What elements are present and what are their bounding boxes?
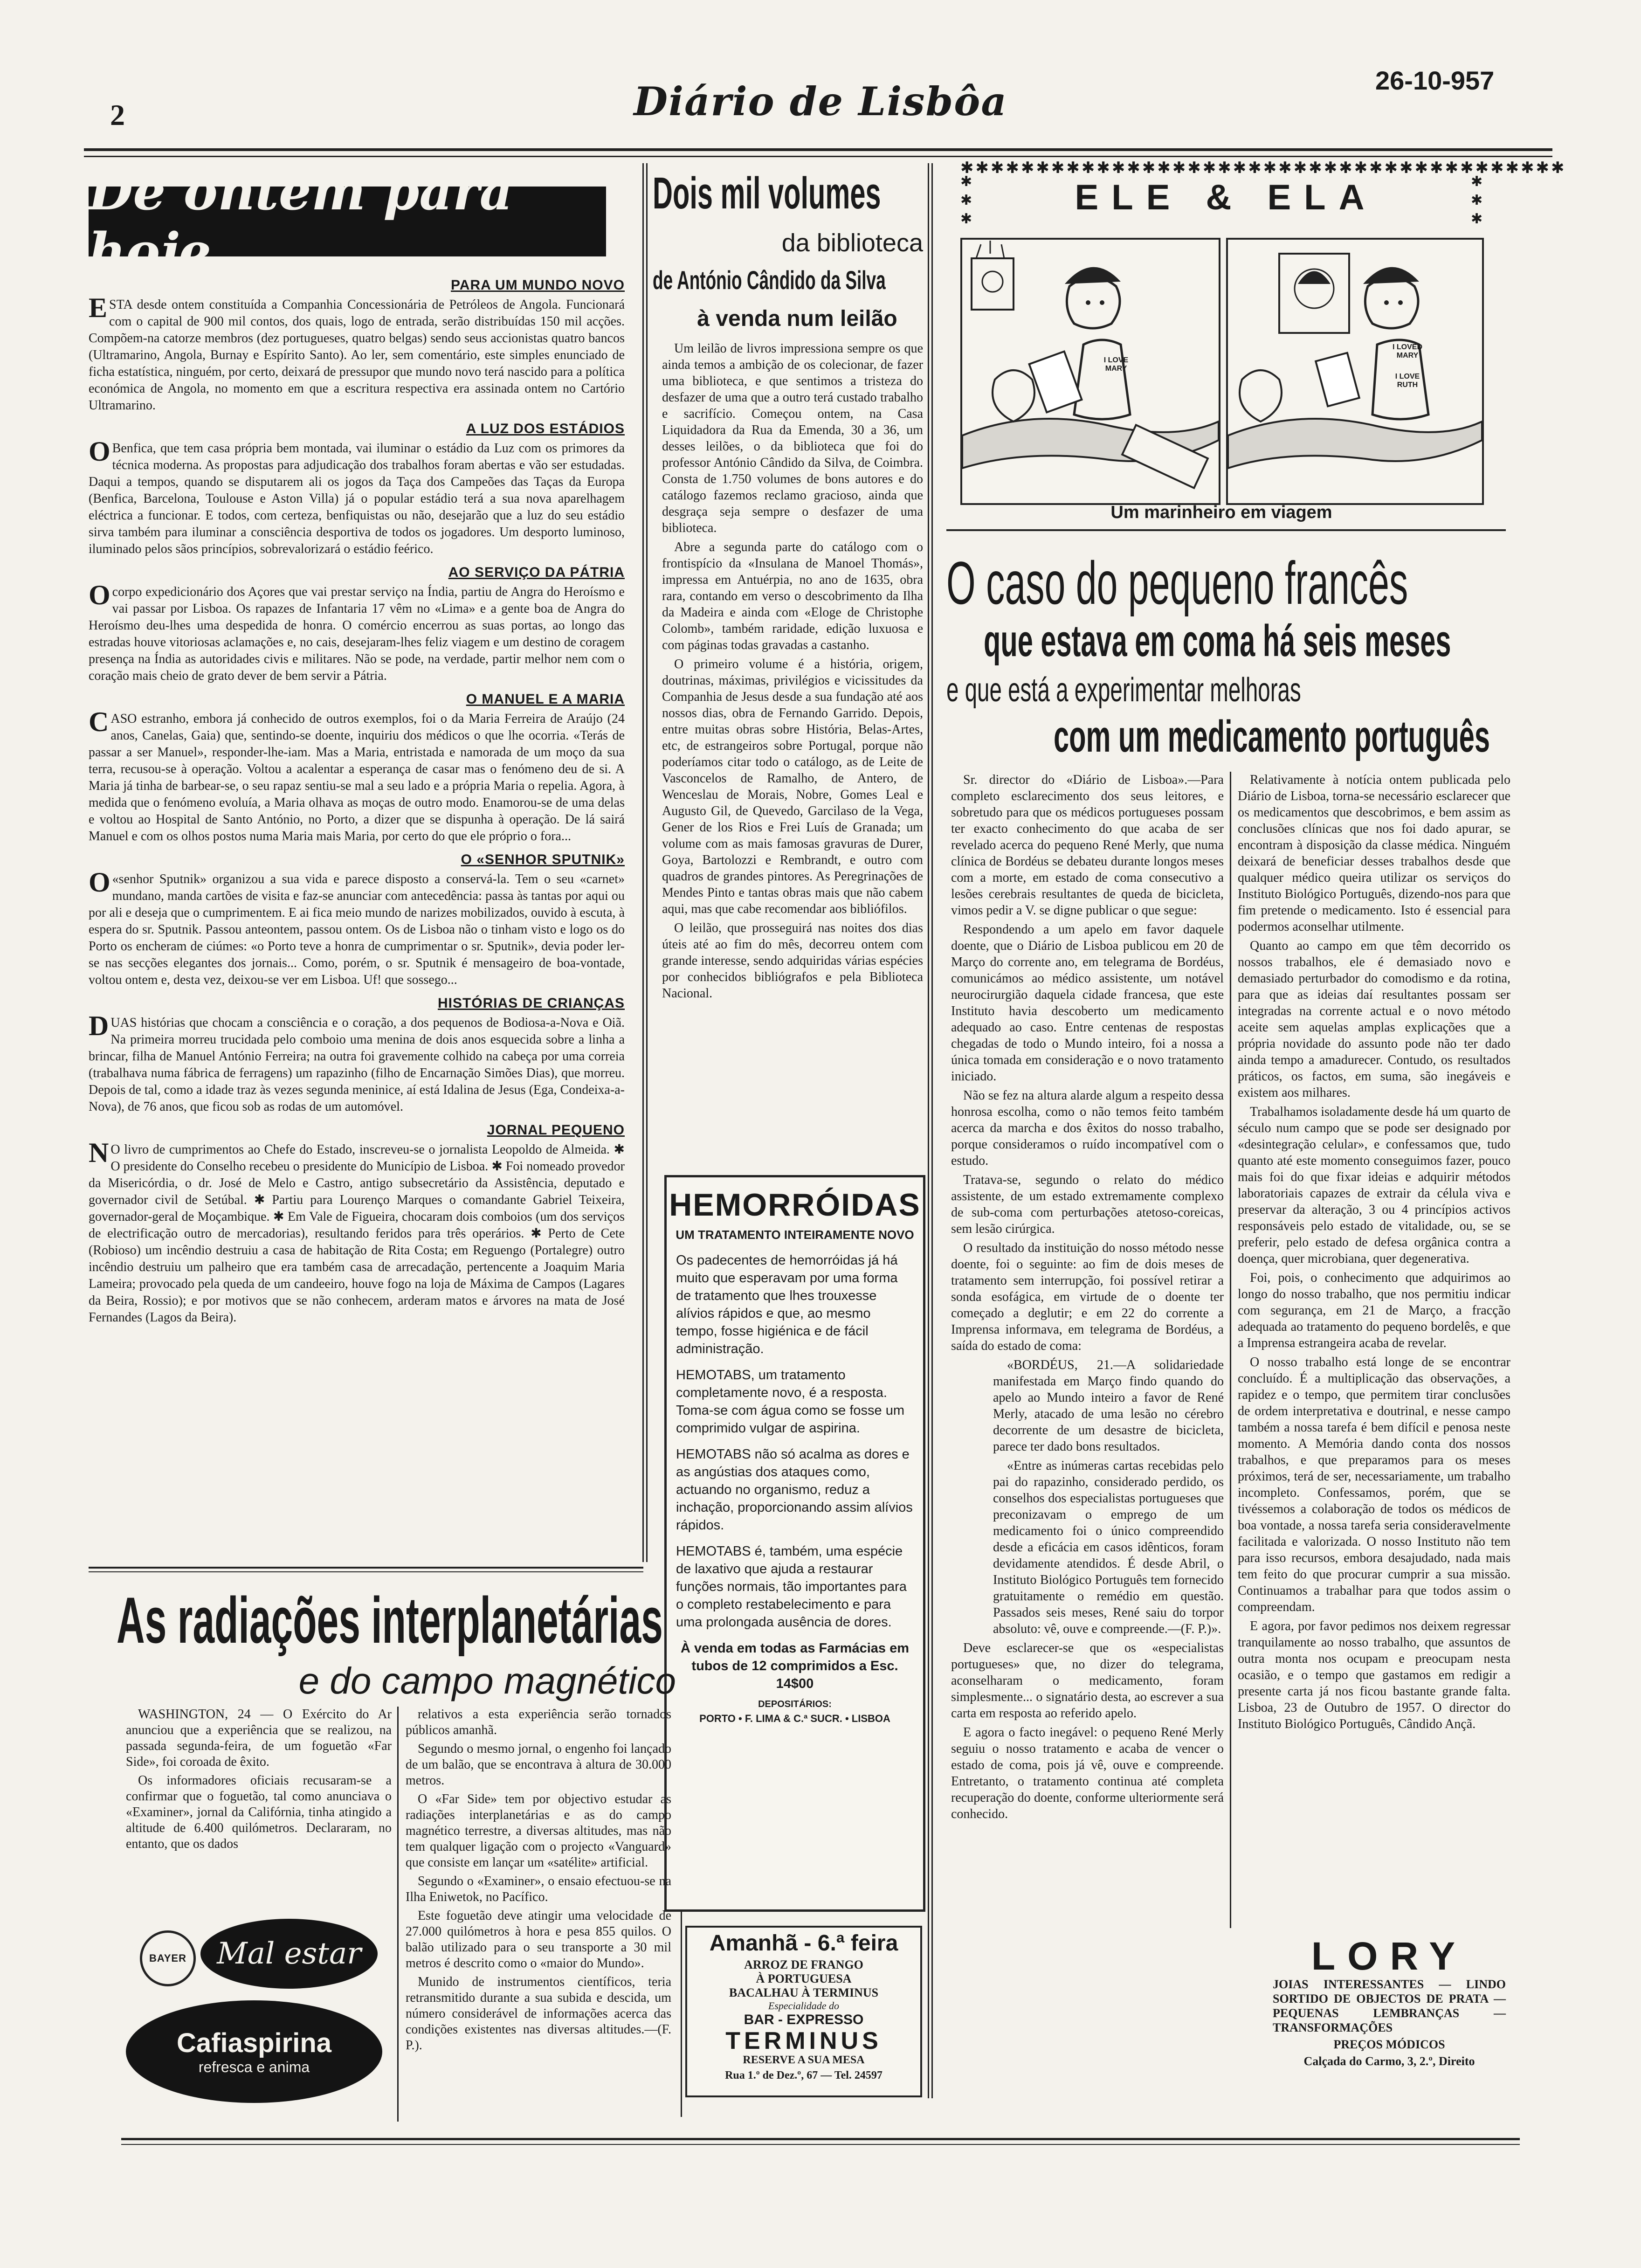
- article-paragraph: Sr. director do «Diário de Lisboa».—Para completo esclarecimento dos seus leitores, e sobretudo para que os médicos portugueses possam ter exacto conhecimento do que acaba de ser revelado acerca do pequeno René Merly, que numa clínica de Bordéus se debateu durante longos meses com a morte, em estado de coma consecutivo a lesões cerebrais resultantes de queda de bicicleta, vimos pedir a V. se digne publicar o que segue:: [951, 773, 1224, 918]
- radiacoes-headline-1: As radiações interplanetárias: [117, 1583, 663, 1657]
- article-paragraph: Tratava-se, segundo o relato do médico assistente, de um estado extremamente complexo de sub-coma com perturbações atetoso-coreicas, sem lesão cirúrgica.: [951, 1173, 1224, 1236]
- radiacoes-headline-2: e do campo magnético: [298, 1660, 676, 1701]
- article-paragraph: Este foguetão deve atingir uma velocidade de 27.000 quilómetros à hora e pesa 855 quilos. O balão utilizado para o seu transporte a 30 mil metros é descrito como o «maior do Mundo».: [406, 1908, 671, 1971]
- french-boy-text-col-b: [1238, 772, 1510, 1905]
- article-paragraph: Segundo o mesmo jornal, o engenho foi lançado de um balão, que se encontrava à altura de 30.000 metros.: [406, 1742, 671, 1788]
- bayer-logo-text: BAYER: [149, 1952, 186, 1964]
- article-paragraph: Foi, pois, o conhecimento que adquirimos ao longo do nosso trabalho, que nos permitiu indicar com segurança, em 21 de Março, a fracção adequada ao tratamento do pequeno bordelês, e que a Imprensa estrangeira acaba de revelar.: [1238, 1271, 1510, 1350]
- comic-panel-2-text-1: I LOVED MARY: [1392, 343, 1422, 360]
- ad-lory-address: Calçada do Carmo, 3, 2.º, Direito: [1303, 2054, 1475, 2068]
- french-boy-headline-4: com um medicamento português: [1054, 712, 1490, 761]
- section-heading: JORNAL PEQUENO: [487, 1122, 625, 1138]
- article-paragraph: O resultado da instituição do nosso método nesse doente, foi o seguinte: ao fim de dois meses de tratamento sem interrupção, foi possível retirar a sonda esofágica, em virtude de o doente ter começado a deglutir; e em 22 do corrente a Imprensa informava, em telegrama de Bordéus, a saída do estado de coma:: [951, 1241, 1224, 1353]
- section-text: DUAS histórias que chocam a consciência e o coração, a dos pequenos de Bodiosa-a-Nova e Oiã. Na primeira morreu trucidada pelo comboio uma menina de dois anos esquecida sobre a linha a brincar, filha de Manuel António Ferreira; na outra foi gravemente colhido na cabeça por uma correia (trabalhava numa fábrica de ferragens) um rapazinho (filho de Encarnação Simões Dias), que morreu. Depois de tal, como a idade traz às vezes segunda meninice, aí está Idalina de Jesus (Ega, Condeixa-a-Nova), de 76 anos, que ficou sob as rodas de um automóvel.: [89, 1010, 625, 1114]
- article-paragraph: relativos a esta experiência serão tornados públicos amanhã.: [406, 1707, 671, 1737]
- ad-hemorroidas-depositarios: PORTO • F. LIMA & C.ª SUCR. • LISBOA: [699, 1713, 890, 1724]
- auction-headline-4: à venda num leilão: [697, 306, 897, 331]
- french-boy-headline-1: O caso do pequeno francês: [946, 549, 1408, 617]
- comic-panel-2: [1226, 238, 1484, 505]
- left-column-bottom-rule: [89, 1567, 643, 1569]
- article-paragraph: Os informadores oficiais recusaram-se a confirmar que o foguetão, tal como anunciava o «Examiner», jornal da Califórnia, tinha atingido a altitude de 6.400 quilómetros. Declararam, no entanto, que os dados: [126, 1773, 392, 1851]
- french-boy-text-col-a: [951, 772, 1224, 2068]
- page-bottom-rule: [121, 2138, 1520, 2140]
- radiacoes-col-divider: [397, 1707, 399, 2122]
- ad-cafiaspirina-tagline: refresca e anima: [198, 2059, 310, 2075]
- ad-hemorroidas-paragraph: HEMOTABS, um tratamento completamente novo, é a resposta. Toma-se com água como se fosse um comprimido vulgar de aspirina.: [676, 1368, 904, 1436]
- column-banner-title: De ontem para hoje: [89, 161, 513, 282]
- french-boy-col-divider: [1230, 772, 1231, 1928]
- article-paragraph: E agora o facto inegável: o pequeno René Merly seguiu o nosso tratamento e acaba de vencer o estado de coma, pois já vê, ouve e compreende. Entretanto, o tratamento continua até completa recuperação do doente, conforme ulteriormente será conhecido.: [951, 1725, 1224, 1821]
- ad-hemorroidas-sale: À venda em todas as Farmácias em tubos de 12 comprimidos a Esc. 14$00: [680, 1641, 909, 1691]
- ad-terminus-title: Amanhã - 6.ª feira: [709, 1931, 898, 1956]
- ad-terminus-line-3: BACALHAU À TERMINUS: [729, 1986, 879, 1999]
- french-boy-headline-2: que estava em coma há seis meses: [984, 616, 1451, 666]
- comic-panel-2-drawing: [1228, 240, 1482, 503]
- section-text: NO livro de cumprimentos ao Chefe do Estado, inscreveu-se o jornalista Leopoldo de Almeida. ✱ O presidente do Conselho recebeu o presidente do Município de Lisboa. ✱ Foi nomeado provedor da Misericórdia, o dr. José de Melo e Castro, antigo subsecretário da Assistência, deputado e governador civil de Setúbal. ✱ Partiu para Lourenço Marques o comandante Gabriel Teixeira, governador-geral de Moçambique. ✱ Em Vale de Figueira, chocaram dois comboios (um dos serviços de electrificação outro de mercadorias), resultando feridos para três operários. ✱ Perto de Cete (Robioso) um incêndio destruiu a casa de habitação de Rita Costa; em Reguengo (Portalegre) outro incêndio destruiu um palheiro que era também casa de arrecadação, pertencente a Joaquim Maria Lameira; provocado pela queda de um candeeiro, houve fogo na loja de Máxima de Campos (Lagares da Beira, Rossio); e por motivos que se não conhecem, arderam matos e árvores na mata de José Fernandes (Lagos da Beira).: [89, 1137, 625, 1325]
- ad-cafiaspirina-badge: [126, 2000, 382, 2103]
- article-paragraph: Quanto ao campo em que têm decorrido os nossos trabalhos, ele é demasiado novo e demasiado perturbador do comodismo e da rotina, para que as ideias daí resultantes possam ser integradas na corrente actual e o novo método aceite sem aquelas amplas explicações que a própria novidade do assunto pode não ter dado ainda tempo a amadurecer. Contudo, os resultados práticos, os factos, em suma, são inegáveis e existem aos milhares.: [1238, 939, 1510, 1100]
- french-boy-headline-3: e que está a experimentar melhoras: [946, 671, 1301, 709]
- ad-terminus-brand: TERMINUS: [725, 2027, 882, 2054]
- article-paragraph: Abre a segunda parte do catálogo com o frontispício da «Insulana de Manoel Thomás», impressa em Antuérpia, no ano de 1635, obra rara, contando em verso o descobrimento da Ilha da Madeira e ainda com «Eloge de Christophe Colomb», também raridade, edição luxuosa e com páginas todas gravadas a castanho.: [662, 540, 923, 652]
- radiacoes-text-col-a: [126, 1707, 392, 1860]
- comic-panel-2-text-2: I LOVE RUTH: [1395, 373, 1420, 389]
- article-paragraph: O leilão, que prosseguirá nas noites dos dias úteis até ao fim do mês, decorreu ontem com grande interesse, sendo adquiridas várias espécies por conhecidos bibliógrafos e pela Biblioteca Nacional.: [662, 921, 923, 1001]
- comic-caption: Um marinheiro em viagem: [1110, 503, 1332, 522]
- ad-cafiaspirina-slogan: Mal estar: [217, 1936, 361, 1971]
- article-paragraph: O primeiro volume é a história, origem, doutrinas, máximas, privilégios e vicissitudes da Companhia de Jesus desde a sua fundação até aos nossos dias, obra de Fernando Garrido. Depois, entre muitas obras sobre História, Belas-Artes, etc, de estrangeiros sobre Portugal, porque não poderíamos citar todo o catálogo, as de Leite de Vasconcelos de Ramalho, de Antero, de Wenceslau de Morais, Nobre, Gomes Leal e Augusto Gil, de Quevedo, Garcilaso de la Vega, Gener de los Rios e Frei Luís de Granada; um volume com as mais famosas gravuras de Durer, Goya, Bartolozzi e Rembrandt, e outro com quadros de grandes pintores. As Peregrinações de Mendes Pinto e tantas obras mais que não cabem aqui, mas que cabe recomendar aos bibliófilos.: [662, 657, 923, 916]
- article-paragraph: Não se fez na altura alarde algum a respeito dessa honrosa escolha, como o não temos feito também acerca da marcha e dos êxitos do nosso trabalho, porque consideramos o ruído incompatível com o estudo.: [951, 1088, 1224, 1168]
- ad-lory-line-1: JOIAS INTERESSANTES — LINDO SORTIDO DE OBJECTOS DE PRATA — PEQUENAS LEMBRANÇAS — TRANSFORMAÇÕES: [1273, 1978, 1506, 2034]
- ad-terminus-line-5: BAR - EXPRESSO: [744, 2012, 864, 2027]
- ad-terminus-line-6: RESERVE A SUA MESA: [743, 2054, 865, 2066]
- column-divider-3: [928, 163, 929, 2098]
- ad-terminus-address: Rua 1.º de Dez.º, 67 — Tel. 24597: [725, 2069, 883, 2081]
- column-divider-1b: [646, 163, 648, 1562]
- comic-panel-1: [960, 238, 1220, 505]
- bayer-cross-logo: [140, 1930, 196, 1986]
- ad-lory-brand: LORY: [1311, 1934, 1468, 1978]
- article-paragraph: Munido de instrumentos científicos, teria retransmitido durante a sua subida e descida, um número considerável de informações acerca das condições existentes nas diversas altitudes.—(F. P.).: [406, 1975, 671, 2053]
- column-divider-1: [642, 163, 644, 1562]
- newspaper-name: Diário de Lisbôa: [634, 78, 1007, 124]
- ad-hemorroidas-paragraph: HEMOTABS não só acalma as dores e as angústias dos ataques como, actuando no organismo, reduz a inchação, proporcionando assim alívios rápidos.: [676, 1447, 913, 1533]
- section-heading: A LUZ DOS ESTÁDIOS: [466, 421, 625, 436]
- column-left-text: [89, 270, 625, 1562]
- article-paragraph: Respondendo a um apelo em favor daquele doente, que o Diário de Lisboa publicou em 20 de Março do corrente ano, em telegrama de Bordéus, comunicámos ao médico assistente, um notável neurocirurgião daquela cidade francesa, que este Instituto havia descoberto um medicamento adequado ao caso. Entre centenas de respostas chegadas de todo o Mundo inteiro, foi a nossa a única tomada em consideração e o novo tratamento iniciado.: [951, 922, 1224, 1084]
- section-heading: HISTÓRIAS DE CRIANÇAS: [437, 996, 625, 1011]
- auction-headline-3: de António Cândido da Silva: [653, 265, 886, 295]
- page-number: 2: [110, 98, 125, 131]
- ad-hemorroidas-title: HEMORRÓIDAS: [669, 1187, 921, 1223]
- ad-terminus-line-1: ARROZ DE FRANGO: [744, 1958, 863, 1971]
- masthead-rule-2: [84, 156, 1552, 157]
- article-paragraph: WASHINGTON, 24 — O Exército do Ar anunciou que a experiência que se realizou, na passada segunda-feira, de um foguetão «Far Side», foi coroada de êxito.: [126, 1707, 392, 1769]
- left-column-bottom-rule-2: [89, 1571, 643, 1572]
- auction-headline-2: da biblioteca: [781, 229, 923, 257]
- ad-lory: [1273, 1935, 1506, 2089]
- article-paragraph: O nosso trabalho está longe de se encontrar concluído. É a multiplicação das observações, a rapidez e o tempo, que permitem tirar conclusões de ordem interpretativa e doutrinal, e nesse campo também a nossa tarefa é bem difícil e penosa neste momento. A Memória dando conta dos nossos trabalhos, e que preparamos para os meses próximos, terá de ser, necessariamente, um trabalho incompleto. Confessamos, porém, que se tivéssemos a colaboração de todos os médicos de boa vontade, a nossa tarefa seria consideravelmente facilitada e valorizada. O nosso Instituto não tem para isso recursos, embora desajudado, nada mais tem feito do que procurar cumprir a sua missão. Continuamos a trabalhar para que todos assim o compreendam.: [1238, 1355, 1510, 1614]
- section-heading: AO SERVIÇO DA PÁTRIA: [448, 565, 625, 580]
- section-heading: PARA UM MUNDO NOVO: [451, 277, 625, 293]
- comic-title: ELE & ELA: [1075, 178, 1378, 217]
- ad-cafiaspirina-brand: Cafiaspirina: [177, 2028, 331, 2058]
- article-paragraph: Relativamente à notícia ontem publicada pelo Diário de Lisboa, torna-se necessário esclarecer que os medicamentos que descobrimos, e bem assim as conclusões clínicas que nos foi dado apurar, se encontram à disposição da classe médica. Ninguém deixará de beneficiar desses trabalhos desde que qualquer médico queira utilizar os serviços do Instituto Biológico Português, dizendo-nos para que fim pretende o medicamento. Isto é essencial para podermos aconselhar utilmente.: [1238, 773, 1510, 934]
- auction-headline-1: Dois mil volumes: [653, 168, 881, 218]
- ad-hemorroidas-depositarios-label: DEPOSITÁRIOS:: [758, 1699, 832, 1709]
- ad-hemorroidas-subtitle: UM TRATAMENTO INTEIRAMENTE NOVO: [676, 1228, 914, 1242]
- ad-terminus-line-4: Especialidade do: [768, 2000, 840, 2012]
- section-text: O«senhor Sputnik» organizou a sua vida e parece disposto a conservá-la. Tem o seu «carnet» mundano, manda cartões de visita e faz-se anunciar com antecedência: passa às tantas por aqui ou por ali e deseja que o cumprimentem. E ai fica meio mundo de narizes mobilizados, ouvido à escuta, à espera do sr. Sputnik. Passou anteontem, passou ontem. Os de Lisboa não o tinham visto e logo os do Porto os encheram de ciúmes: «o Porto teve a honra de cumprimentar o sr. Sputnik», devia poder ler-se nas secções elegantes dos jornais... Como, porém, o sr. Sputnik é mensageiro de boa-vontade, voltou ontem e, desta vez, deixou-se ver em Lisboa. Uf! que sossego...: [89, 867, 625, 987]
- radiacoes-text-col-b: [406, 1707, 671, 2126]
- ad-cafiaspirina-slogan-bubble: [200, 1919, 378, 1989]
- ad-cafiaspirina: [121, 1912, 387, 2117]
- section-text: Ocorpo expedicionário dos Açores que vai prestar serviço na Índia, partiu de Angra do Heroísmo e vai passar por Lisboa. Os rapazes de Infantaria 17 vêm no «Lima» e a gente boa de Angra do Heroísmo deu-lhes uma despedida de honra. O comércio encerrou as suas portas, ao longo das estradas houve vitoriosas aclamações e, no cais, desejaram-lhes feliz viagem e um destino de coragem presença na Índia as autoridades civis e militares. Não se pode, na verdade, partir melhor nem com o coração mais cheio de grato dever de bem servir a Pátria.: [89, 580, 625, 683]
- comic-star-border-left: ✱ ✱ ✱: [960, 173, 972, 227]
- article-paragraph: O «Far Side» tem por objectivo estudar as radiações interplanetárias e as do campo magnético terrestre, a diversas altitudes, mas não tem qualquer ligação com o projecto «Vanguard» que consiste em lançar um «satélite» artificial.: [406, 1792, 671, 1870]
- masthead-rule-1: [84, 148, 1552, 151]
- ad-terminus: [685, 1926, 922, 2097]
- column-banner: [89, 161, 606, 282]
- page-bottom-rule-2: [121, 2144, 1520, 2145]
- issue-date: 26-10-957: [1375, 66, 1495, 95]
- section-heading: O «SENHOR SPUTNIK»: [461, 852, 625, 867]
- article-paragraph: «BORDÉUS, 21.—A solidariedade manifestada em Março findo quando do apelo ao Mundo inteiro a favor de René Merly, atacado de uma lesão no cérebro decorrente de um desastre de bicicleta, parece ter dado bons resultados.: [993, 1358, 1224, 1454]
- article-paragraph: «Entre as inúmeras cartas recebidas pelo pai do rapazinho, considerado perdido, os conselhos dos especialistas portugueses que preconizavam o emprego de um medicamento foi o único compreendido desde a eficácia em casos idênticos, foram devidamente atendidos. É desde Abril, o Instituto Biológico Português tem fornecido gratuitamente o remédio em questão. Passados seis meses, René saiu do torpor absoluto: vê, ouve e compreende.—(F. P.)».: [993, 1459, 1224, 1636]
- comic-panel-1-text: I LOVE MARY: [1103, 356, 1129, 373]
- article-paragraph: E agora, por favor pedimos nos deixem regressar tranquilamente ao nosso trabalho, que assuntos de outra monta nos ocupam e preocupam nesta ocasião, e o tempo que gastamos em redigir a presente carta já nos ficou bastante grande falta. Lisboa, 23 de Outubro de 1957. O director do Instituto Biológico Português, Cândido Ançã.: [1238, 1619, 1510, 1731]
- masthead: [0, 0, 1641, 154]
- comic-star-border-right: ✱ ✱ ✱: [1471, 173, 1483, 227]
- comic-bottom-rule: [946, 529, 1506, 531]
- ad-hemorroidas-paragraph: HEMOTABS é, também, uma espécie de laxativo que ajuda a restaurar funções normais, tão importantes para o completo restabelecimento e para uma prolongada ausência de dores.: [676, 1544, 907, 1630]
- article-paragraph: Deve esclarecer-se que os «especialistas portugueses» que, no dizer do telegrama, aconselharam o medicamento, foram simplesmente... o signatário desta, ao escrever a sua carta em resposta ao referido apelo.: [951, 1641, 1224, 1721]
- section-text: ESTA desde ontem constituída a Companhia Concessionária de Petróleos de Angola. Funcionará com o capital de 900 mil contos, dos quais, logo de entrada, serão distribuídas 150 mil acções. Compõem-na catorze membros (dez portugueses, quatro belgas) sendo seus accionistas quatro bancos (Ultramarino, Angola, Burnay e Espírito Santo). Ao ler, sem comentário, este simples enunciado de ficha estatística, ninguém, por certo, deixará de pressupor que mundo novo terá nascido para a política económica de Angola, no momento em que a escritura respectiva era assinada ontem no Cartório Ultramarino.: [89, 292, 625, 413]
- ad-terminus-line-2: À PORTUGUESA: [756, 1972, 852, 1985]
- comic-star-border-top: ✱✱✱✱✱✱✱✱✱✱✱✱✱✱✱✱✱✱✱✱✱✱✱✱✱✱✱✱✱✱✱✱✱✱✱✱✱✱✱✱: [960, 159, 1566, 177]
- section-heading: O MANUEL E A MARIA: [466, 691, 625, 707]
- column-divider-3b: [931, 163, 933, 2098]
- comic-panel-1-drawing: [962, 240, 1219, 503]
- section-text: CASO estranho, embora já conhecido de outros exemplos, foi o da Maria Ferreira de Araújo (24 anos, Canelas, Gaia) que, sentindo-se doente, inquiriu dos médicos o que lhe ocorria. «Terás de passar a ser Manuel», responder-lhe-iam. Mas a Maria, entristada e namorada de um moço da sua terra, recusou-se à operação. Voltou a acalentar a esperança de casar mas o fenómeno deu de si. A Maria já tinha de barbear-se, o seu rapaz sentiu-se mal a seu lado e a própria Maria o repelia. Agora, à medida que o fenómeno evoluía, a Maria olhava as moças de outro modo. Enamorou-se de uma delas e voltou ao Hospital de Santo António, no Porto, a dizer que se dispunha à operação. De lá sairá Manuel e com os olhos postos numa Maria mais Maria, por certo do que ele próprio o fora...: [89, 706, 625, 844]
- auction-article-text: [662, 340, 923, 1170]
- article-paragraph: Trabalhamos isoladamente desde há um quarto de século num campo que se pode ser designado por «desintegração celular», e confessamos que, tudo quanto até este momento conseguimos fazer, pouco mais foi do que fixar ideias e adquirir métodos laboratoriais capazes de extrair da célula viva e preservar da alteração, 3 ou 4 princípios activos responsáveis pelo estado de vitalidade, ou, se se preferir, pelo estado de defesa orgânica contra a doença, quer microbiana, quer degenerativa.: [1238, 1105, 1510, 1266]
- ad-lory-line-2: PREÇOS MÓDICOS: [1333, 2038, 1445, 2051]
- section-text: OBenfica, que tem casa própria bem montada, vai iluminar o estádio da Luz com os primores da técnica moderna. As propostas para adjudicação dos trabalhos foram abertas e vão ser estudadas. Daqui a tempos, quando se disputarem ali os jogos da Taça dos Campeões das Taças da Europa (Benfica, Barcelona, Toulouse e Aston Villa) já o popular estádio terá a sua nova aparelhagem eléctrica a funcionar. E todos, com certeza, benfiquistas ou não, desejarão que a luz do seu estádio sirva também para iluminar a consciência desportiva de todos os jogadores. Um desporto luminoso, iluminado pelos sãos princípios, sobrevalorizará o estádio feérico.: [89, 436, 625, 556]
- ad-hemorroidas: [664, 1175, 925, 1912]
- article-paragraph: Um leilão de livros impressiona sempre os que ainda temos a ambição de os colecionar, de fazer uma biblioteca, e que sentimos a tristeza do desfazer de uma que a outro terá custado trabalho e sacrifício. Começou ontem, na Casa Liquidadora da Rua da Emenda, 30 a 36, um desses leilões, o da biblioteca que foi do professor António Cândido da Silva, de Coimbra. Consta de 1.750 volumes de bons autores e do catálogo fazemos reclamo gracioso, ainda que desgraça seja sempre o desfazer de uma biblioteca.: [662, 341, 923, 535]
- ad-hemorroidas-paragraph: Os padecentes de hemorróidas já há muito que esperavam por uma forma de tratamento que lhes trouxesse alívios rápidos e que, ao mesmo tempo, fosse higiénica e de fácil administração.: [676, 1253, 898, 1356]
- article-paragraph: Segundo o «Examiner», o ensaio efectuou-se na Ilha Eniwetok, no Pacífico.: [406, 1874, 671, 1904]
